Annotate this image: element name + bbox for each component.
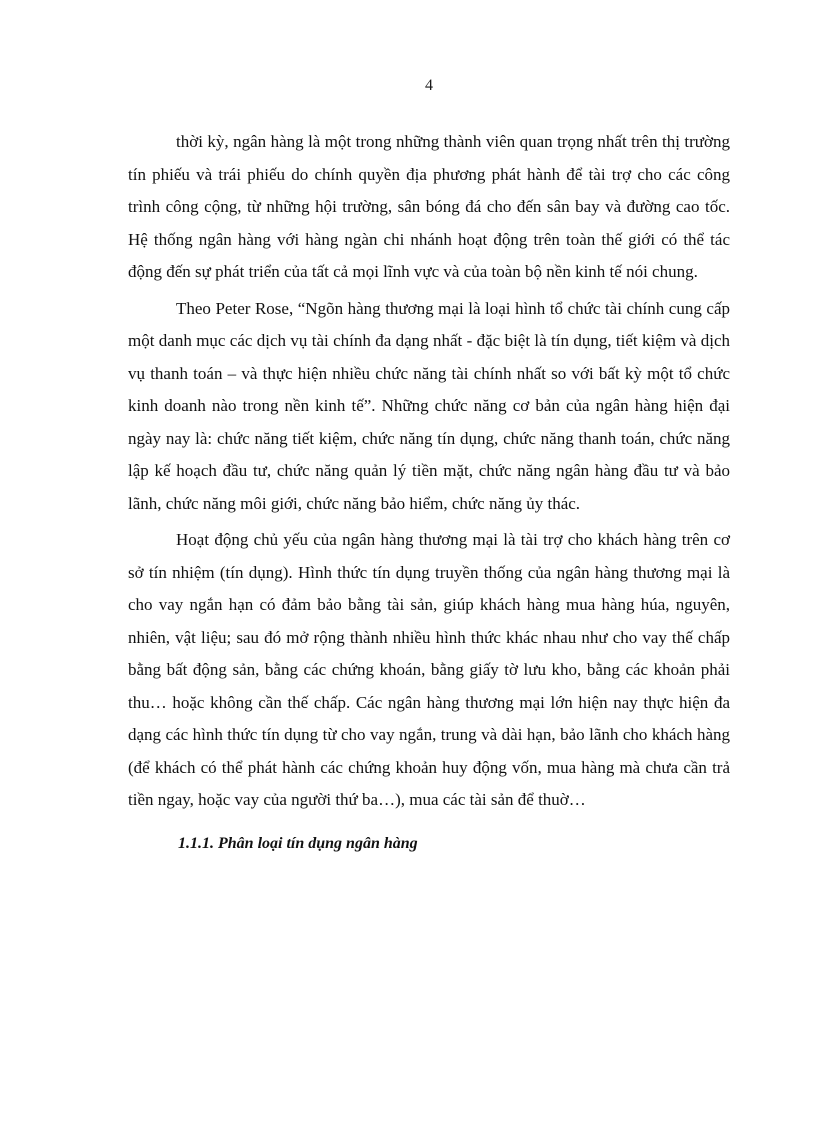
paragraph-peter-rose-definition: Theo Peter Rose, “Ngõn hàng thương mại là loại hình tổ chức tài chính cung cấp một danh mục các dịch vụ tài chính đa dạng nhất - đặc biệt là tín dụng, tiết kiệm và dịch vụ thanh toán – và thực hiện nhiều chức năng tài chính nhất so với bất kỳ một tổ chức kinh doanh nào trong nền kinh tế”. Những chức năng cơ bản của ngân hàng hiện đại ngày nay là: chức năng tiết kiệm, chức năng tín dụng, chức năng thanh toán, chức năng lập kế hoạch đầu tư, chức năng quản lý tiền mặt, chức năng ngân hàng đầu tư và bảo lãnh, chức năng môi giới, chức năng bảo hiểm, chức năng ủy thác. — [128, 298, 730, 513]
section-heading: 1.1.1. Phân loại tín dụng ngân hàng — [178, 834, 418, 852]
paragraph-bank-role: thời kỳ, ngân hàng là một trong những thành viên quan trọng nhất trên thị trường tín phiếu và trái phiếu do chính quyền địa phương phát hành để tài trợ cho các công trình công cộng, từ những hội trường, sân bóng đá cho đến sân bay và đường cao tốc. Hệ thống ngân hàng với hàng ngàn chi nhánh hoạt động trên toàn thế giới có thể tác động đến sự phát triển của tất cả mọi lĩnh vực và của toàn bộ nền kinh tế nói chung. — [128, 132, 730, 281]
paragraph-main-activities: Hoạt động chủ yếu của ngân hàng thương mại là tài trợ cho khách hàng trên cơ sở tín nhiệm (tín dụng). Hình thức tín dụng truyền thống của ngân hàng thương mại là cho vay ngắn hạn có đảm bảo bằng tài sản, giúp khách hàng mua hàng húa, nguyên, nhiên, vật liệu; sau đó mở rộng thành nhiều hình thức khác nhau như cho vay thế chấp bằng bất động sản, bằng các chứng khoán, bằng giấy tờ lưu kho, bằng các khoản phải thu… hoặc không cần thế chấp. Các ngân hàng thương mại lớn hiện nay thực hiện đa dạng các hình thức tín dụng từ cho vay ngắn, trung và dài hạn, bảo lãnh cho khách hàng (để khách có thể phát hành các chứng khoản huy động vốn, mua hàng mà chưa cần trả tiền ngay, hoặc vay của người thứ ba…), mua các tài sản để thuờ… — [128, 530, 730, 809]
page-number: 4 — [425, 77, 433, 94]
body-text — [128, 126, 730, 860]
